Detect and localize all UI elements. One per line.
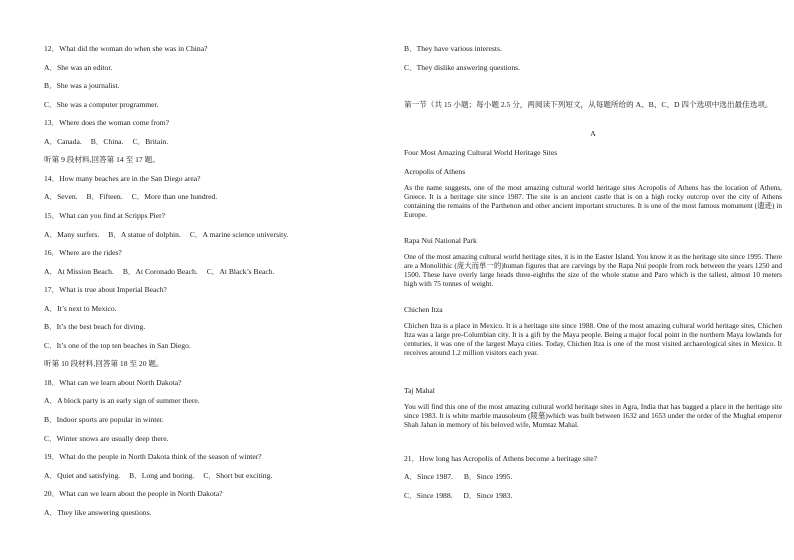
answer-option: C．A marine science university. xyxy=(189,229,289,239)
question-20-option-c: C．They dislike answering questions. xyxy=(404,63,521,72)
answer-option: A．Quiet and satisfying. xyxy=(44,470,121,480)
question-21-option-b: B．Since 1995. xyxy=(463,472,513,481)
question-21-option-c: C．Since 1988. xyxy=(404,491,453,500)
answer-option: C．She was a computer programmer. xyxy=(44,99,159,109)
question-21-options-row-2 xyxy=(404,491,521,500)
options-row xyxy=(44,192,226,201)
site-body-acropolis: As the name suggests, one of the most amazing cultural world heritage sites Acropolis of Athens has the location of Athens, Greece. It is a heritage site since 1987. The site is an ancient castle that is on a high rocky outcrop over the city of Athens containing the remains of the Parthenon and other ancient important structures. It is one of the most famous monument (遗迹) in Europe. xyxy=(404,183,782,219)
question-21-options-row-1 xyxy=(404,472,521,481)
site-body-chichen-itza: Chichen Itza is a place in Mexico. It is a heritage site since 1988. One of the most amazing cultural world heritage sites, Chichen Itza was a large pre-Columbian city. It is a gift by the Maya people. Being a major focal point in the northern Maya lowlands for centuries, it was one of the largest Maya cities. Today, Chichen Itza is one of the most visited archaeological sites in Mexico. It receives around 1.2 million visitors each year. xyxy=(404,321,782,357)
answer-option: B．Long and boring. xyxy=(129,470,195,480)
question-stem: 19．What do the people in North Dakota think of the season of winter? xyxy=(44,452,262,462)
site-heading-acropolis: Acropolis of Athens xyxy=(404,167,466,176)
question-21-stem: 21．How long has Acropolis of Athens become a heritage site? xyxy=(404,454,597,463)
answer-option: C．Winter snows are usually deep there. xyxy=(44,433,169,443)
question-stem: 18．What can we learn about North Dakota? xyxy=(44,377,182,387)
answer-option: A．A block party is an early sign of summer there. xyxy=(44,396,200,406)
options-row xyxy=(44,230,297,239)
question-stem: 12．What did the woman do when she was in China? xyxy=(44,44,208,53)
answer-option: B．She was a journalist. xyxy=(44,81,120,91)
section-instructions: 第一节（共 15 小题；每小题 2.5 分，两阅读下列短文，从每题所给的 A、B、C、D 四个选项中选出最佳选项。 xyxy=(404,100,773,109)
answer-option: C．Britain. xyxy=(132,136,169,146)
site-heading-chichen-itza: Chichen Itza xyxy=(404,305,443,314)
question-stem: 17．What is true about Imperial Beach? xyxy=(44,285,167,295)
answer-option: B．Fifteen. xyxy=(86,192,123,202)
answer-option: A．It’s next to Mexico. xyxy=(44,303,117,313)
answer-option: C．At Black’s Beach. xyxy=(206,266,275,276)
answer-option: B．It’s the best beach for diving. xyxy=(44,322,146,332)
question-21-option-d: D．Since 1983. xyxy=(463,491,513,500)
answer-option: A．Seven. xyxy=(44,192,78,202)
options-row xyxy=(44,267,283,276)
answer-option: A．She was an editor. xyxy=(44,62,113,72)
site-heading-rapa-nui: Rapa Nui National Park xyxy=(404,236,477,245)
answer-option: B．China. xyxy=(90,136,124,146)
question-stem: 16．Where are the rides? xyxy=(44,248,122,258)
question-21-option-a: A．Since 1987. xyxy=(404,472,453,481)
options-row xyxy=(44,471,281,480)
question-stem: 20．What can we learn about the people in North Dakota? xyxy=(44,489,223,499)
answer-option: B．At Coronado Beach. xyxy=(122,266,198,276)
answer-option: B．A statue of dolphin. xyxy=(108,229,181,239)
options-row xyxy=(44,137,177,146)
question-stem: 13．Where does the woman come from? xyxy=(44,118,170,128)
answer-option: C．It’s one of the top ten beaches in San Diego. xyxy=(44,340,191,350)
answer-option: A．Many surfers. xyxy=(44,229,100,239)
answer-option: A．Canada. xyxy=(44,136,82,146)
site-body-rapa-nui: One of the most amazing cultural world heritage sites, it is in the Easter Island. You know it as the heritage site since 1995. There are a Monolithic (庞大而单一的)human figures that are carvings by the Rapa Nui people from rock between the years 1250 and 1500. These have overly large heads three-eighths the size of the whole statue and Paro which is the tallest, almost 10 meters high with 75 tonnes of weight. xyxy=(404,252,782,288)
question-20-option-b: B．They have various interests. xyxy=(404,44,502,53)
answer-option: A．At Mission Beach. xyxy=(44,266,114,276)
question-stem: 15．What can you find at Scripps Pier? xyxy=(44,211,166,220)
passage-letter: A xyxy=(590,129,596,138)
passage-title: Four Most Amazing Cultural World Heritage Sites xyxy=(404,148,558,157)
answer-option: B．Indoor sports are popular in winter. xyxy=(44,415,164,424)
answer-option: C．More than one hundred. xyxy=(131,192,218,202)
section-instruction: 听第 9 段材料,回答第 14 至 17 题。 xyxy=(44,155,160,165)
answer-option: C．Short but exciting. xyxy=(203,470,273,480)
question-stem: 14．How many beaches are in the San Diego area? xyxy=(44,173,201,183)
site-body-taj-mahal: You will find this one of the most amazing cultural world heritage sites in Agra, India that has bagged a place in the heritage site since 1983. It is white marble mausoleum (陵墓)which was built between 1632 and 1653 under the order of the Mughal emperor Shah Jahan in memory of his beloved wife, Mumtaz Mahal. xyxy=(404,402,782,429)
section-instruction: 听第 10 段材料,回答第 18 至 20 题。 xyxy=(44,359,164,369)
answer-option: A．They like answering questions. xyxy=(44,507,152,517)
site-heading-taj-mahal: Taj Mahal xyxy=(404,386,435,395)
